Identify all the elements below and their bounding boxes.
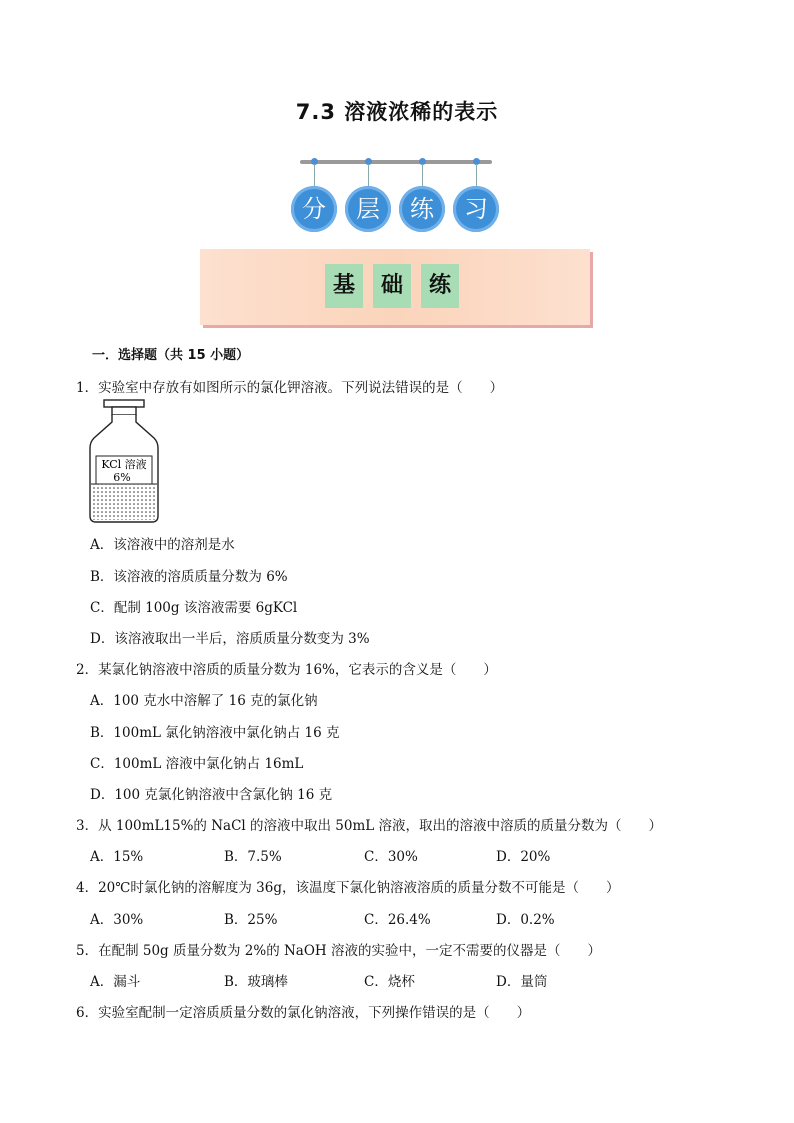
bottle-liquid [92, 484, 156, 520]
option-5a: A．漏斗 [90, 974, 141, 990]
option-2d: D．100 克氯化钠溶液中含氯化钠 16 克 [90, 787, 333, 803]
box-tile: 础 [373, 264, 411, 308]
kcl-bottle-image [88, 398, 160, 526]
option-1a: A．该溶液中的溶剂是水 [90, 537, 235, 553]
option-2c: C．100mL 溶液中氯化钠占 16mL [90, 756, 304, 772]
bubble-stem [314, 164, 315, 186]
option-3d: D．20% [496, 849, 551, 865]
option-3a: A．15% [90, 849, 144, 865]
banner-bubble: 层 [345, 186, 391, 232]
option-3c: C．30% [364, 849, 418, 865]
option-2b: B．100mL 氯化钠溶液中氯化钠占 16 克 [90, 725, 340, 741]
question-stem: 3．从 100mL15%的 NaCl 的溶液中取出 50mL 溶液，取出的溶液中溶质的质量分数为（ ） [76, 818, 663, 834]
bubble-stem [368, 164, 369, 186]
option-1d: D．该溶液取出一半后，溶质质量分数变为 3% [90, 631, 370, 647]
question-stem: 6．实验室配制一定溶质质量分数的氯化钠溶液，下列操作错误的是（ ） [76, 1005, 531, 1021]
option-4b: B．25% [224, 912, 278, 928]
page-title: 7.3 溶液浓稀的表示 [295, 100, 499, 124]
option-5b: B．玻璃棒 [224, 974, 288, 990]
box-tile: 练 [421, 264, 459, 308]
option-2a: A．100 克水中溶解了 16 克的氯化钠 [90, 693, 318, 709]
option-5c: C．烧杯 [364, 974, 415, 990]
bottle-neck [112, 407, 136, 415]
bubble-stem [422, 164, 423, 186]
question-stem: 5．在配制 50g 质量分数为 2%的 NaOH 溶液的实验中，一定不需要的仪器是（ ） [76, 943, 601, 959]
option-1b: B．该溶液的溶质质量分数为 6% [90, 569, 288, 585]
layered-practice-banner [290, 156, 504, 236]
option-5d: D．量筒 [496, 974, 548, 990]
question-stem: 4．20℃时氯化钠的溶解度为 36g，该温度下氯化钠溶液溶质的质量分数不可能是（ ） [76, 880, 620, 896]
section-heading: 一．选择题（共 15 小题） [92, 348, 250, 363]
bubble-stem [476, 164, 477, 186]
bottle-label-percent: 6% [113, 471, 131, 484]
question-stem: 1．实验室中存放有如图所示的氯化钾溶液。下列说法错误的是（ ） [76, 380, 504, 396]
basic-practice-box [200, 249, 590, 325]
option-4d: D．0.2% [496, 912, 555, 928]
option-1c: C．配制 100g 该溶液需要 6gKCl [90, 600, 298, 616]
box-tile: 基 [325, 264, 363, 308]
banner-bubble: 练 [399, 186, 445, 232]
question-stem: 2．某氯化钠溶液中溶质的质量分数为 16%，它表示的含义是（ ） [76, 662, 497, 678]
option-4a: A．30% [90, 912, 144, 928]
banner-bubble: 习 [453, 186, 499, 232]
banner-bubble: 分 [291, 186, 337, 232]
option-4c: C．26.4% [364, 912, 431, 928]
bottle-label-name: KCl 溶液 [101, 458, 147, 471]
option-3b: B．7.5% [224, 849, 282, 865]
bottle-stopper [104, 400, 144, 407]
banner-rail [300, 160, 492, 164]
